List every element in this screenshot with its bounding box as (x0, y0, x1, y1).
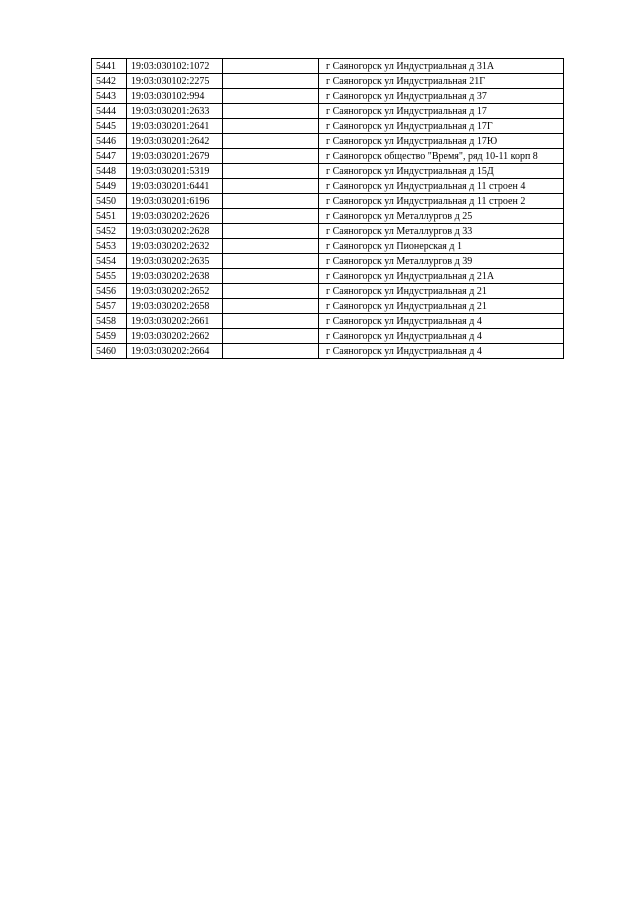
table-row (92, 134, 564, 149)
related-cadastral-number-cell (223, 59, 319, 74)
cadastral-number-cell: 19:03:030201:6441 (127, 179, 223, 194)
address-cell: г Саяногорск ул Индустриальная д 21А (319, 269, 564, 284)
table-row (92, 59, 564, 74)
address-cell: г Саяногорск ул Индустриальная д 17Ю (319, 134, 564, 149)
related-cadastral-number-cell (223, 269, 319, 284)
row-number-cell: 5453 (92, 239, 127, 254)
related-cadastral-number-cell (223, 179, 319, 194)
table-row (92, 224, 564, 239)
related-cadastral-number-cell (223, 164, 319, 179)
cadastral-number-cell: 19:03:030102:2275 (127, 74, 223, 89)
row-number-cell: 5451 (92, 209, 127, 224)
table-row (92, 239, 564, 254)
cadastral-number-cell: 19:03:030201:2642 (127, 134, 223, 149)
related-cadastral-number-cell (223, 119, 319, 134)
related-cadastral-number-cell (223, 149, 319, 164)
address-cell: г Саяногорск ул Металлургов д 25 (319, 209, 564, 224)
related-cadastral-number-cell (223, 134, 319, 149)
row-number-cell: 5443 (92, 89, 127, 104)
address-cell: г Саяногорск ул Индустриальная д 37 (319, 89, 564, 104)
address-cell: г Саяногорск ул Индустриальная д 4 (319, 314, 564, 329)
cadastral-number-cell: 19:03:030202:2638 (127, 269, 223, 284)
address-cell: г Саяногорск ул Индустриальная 21Г (319, 74, 564, 89)
address-cell: г Саяногорск ул Индустриальная д 11 строен 4 (319, 179, 564, 194)
table-row (92, 164, 564, 179)
address-cell: г Саяногорск ул Индустриальная д 21 (319, 284, 564, 299)
related-cadastral-number-cell (223, 344, 319, 359)
address-cell: г Саяногорск общество "Время", ряд 10-11 корп 8 (319, 149, 564, 164)
cadastral-number-cell: 19:03:030202:2662 (127, 329, 223, 344)
row-number-cell: 5447 (92, 149, 127, 164)
cadastral-number-cell: 19:03:030202:2632 (127, 239, 223, 254)
address-cell: г Саяногорск ул Металлургов д 33 (319, 224, 564, 239)
table-row (92, 89, 564, 104)
table-row (92, 269, 564, 284)
address-cell: г Саяногорск ул Пионерская д 1 (319, 239, 564, 254)
row-number-cell: 5445 (92, 119, 127, 134)
address-cell: г Саяногорск ул Индустриальная д 17Г (319, 119, 564, 134)
cadastral-number-cell: 19:03:030201:6196 (127, 194, 223, 209)
table-row (92, 284, 564, 299)
table-row (92, 74, 564, 89)
related-cadastral-number-cell (223, 194, 319, 209)
related-cadastral-number-cell (223, 74, 319, 89)
row-number-cell: 5449 (92, 179, 127, 194)
table-row (92, 254, 564, 269)
cadastral-number-cell: 19:03:030201:2633 (127, 104, 223, 119)
table-row (92, 119, 564, 134)
table-row (92, 194, 564, 209)
address-cell: г Саяногорск ул Индустриальная д 4 (319, 329, 564, 344)
address-cell: г Саяногорск ул Индустриальная д 4 (319, 344, 564, 359)
registry-table (91, 58, 564, 359)
table-row (92, 299, 564, 314)
address-cell: г Саяногорск ул Металлургов д 39 (319, 254, 564, 269)
table-row (92, 344, 564, 359)
table-row (92, 329, 564, 344)
cadastral-number-cell: 19:03:030202:2658 (127, 299, 223, 314)
related-cadastral-number-cell (223, 314, 319, 329)
related-cadastral-number-cell (223, 209, 319, 224)
related-cadastral-number-cell (223, 254, 319, 269)
cadastral-number-cell: 19:03:030202:2635 (127, 254, 223, 269)
related-cadastral-number-cell (223, 239, 319, 254)
related-cadastral-number-cell (223, 299, 319, 314)
row-number-cell: 5446 (92, 134, 127, 149)
row-number-cell: 5460 (92, 344, 127, 359)
row-number-cell: 5454 (92, 254, 127, 269)
row-number-cell: 5457 (92, 299, 127, 314)
cadastral-number-cell: 19:03:030102:994 (127, 89, 223, 104)
related-cadastral-number-cell (223, 329, 319, 344)
row-number-cell: 5455 (92, 269, 127, 284)
address-cell: г Саяногорск ул Индустриальная д 11 строен 2 (319, 194, 564, 209)
cadastral-number-cell: 19:03:030201:2679 (127, 149, 223, 164)
cadastral-number-cell: 19:03:030201:5319 (127, 164, 223, 179)
address-cell: г Саяногорск ул Индустриальная д 17 (319, 104, 564, 119)
table-row (92, 149, 564, 164)
row-number-cell: 5444 (92, 104, 127, 119)
related-cadastral-number-cell (223, 89, 319, 104)
table-row (92, 179, 564, 194)
cadastral-number-cell: 19:03:030202:2661 (127, 314, 223, 329)
address-cell: г Саяногорск ул Индустриальная д 21 (319, 299, 564, 314)
row-number-cell: 5456 (92, 284, 127, 299)
row-number-cell: 5448 (92, 164, 127, 179)
cadastral-number-cell: 19:03:030202:2628 (127, 224, 223, 239)
row-number-cell: 5442 (92, 74, 127, 89)
table-row (92, 104, 564, 119)
row-number-cell: 5441 (92, 59, 127, 74)
cadastral-number-cell: 19:03:030202:2664 (127, 344, 223, 359)
row-number-cell: 5450 (92, 194, 127, 209)
table-row (92, 209, 564, 224)
row-number-cell: 5452 (92, 224, 127, 239)
table-row (92, 314, 564, 329)
related-cadastral-number-cell (223, 104, 319, 119)
row-number-cell: 5458 (92, 314, 127, 329)
cadastral-number-cell: 19:03:030202:2652 (127, 284, 223, 299)
registry-body (92, 59, 564, 359)
address-cell: г Саяногорск ул Индустриальная д 15Д (319, 164, 564, 179)
address-cell: г Саяногорск ул Индустриальная д 31А (319, 59, 564, 74)
cadastral-number-cell: 19:03:030202:2626 (127, 209, 223, 224)
related-cadastral-number-cell (223, 224, 319, 239)
related-cadastral-number-cell (223, 284, 319, 299)
cadastral-number-cell: 19:03:030102:1072 (127, 59, 223, 74)
row-number-cell: 5459 (92, 329, 127, 344)
cadastral-number-cell: 19:03:030201:2641 (127, 119, 223, 134)
